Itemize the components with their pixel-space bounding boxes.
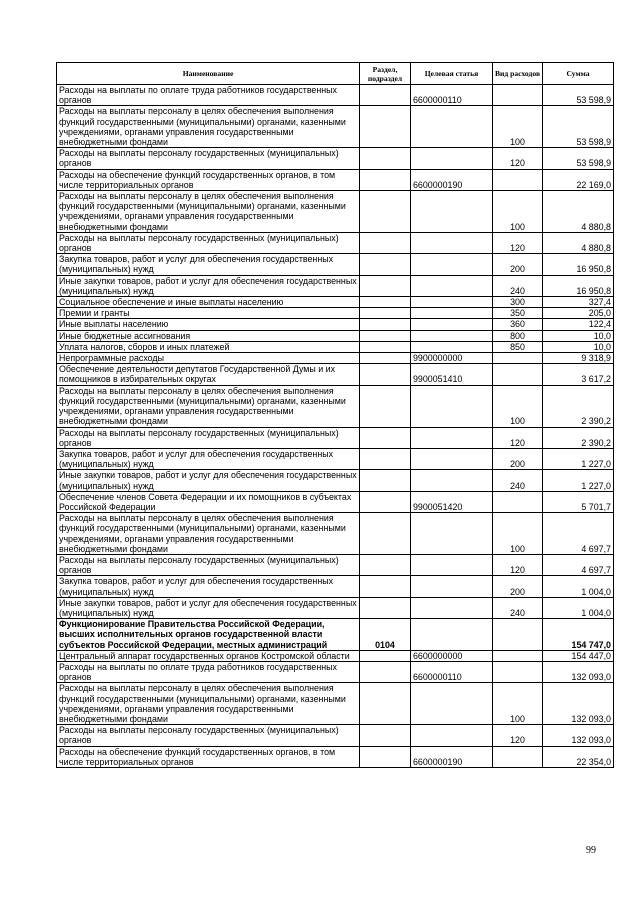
cell-section <box>360 353 411 364</box>
cell-section <box>360 254 411 275</box>
table-row <box>57 650 614 661</box>
cell-section <box>360 597 411 618</box>
cell-target: 6600000000 <box>411 650 493 661</box>
table-row <box>57 353 614 364</box>
cell-target <box>411 191 493 233</box>
cell-expense: 120 <box>493 725 543 746</box>
cell-name: Расходы на выплаты персоналу государственных (муниципальных) органов <box>57 725 360 746</box>
cell-section <box>360 650 411 661</box>
cell-name: Расходы на выплаты персоналу государственных (муниципальных) органов <box>57 554 360 575</box>
cell-expense: 800 <box>493 330 543 341</box>
cell-target <box>411 513 493 555</box>
cell-target: 6600000190 <box>411 746 493 767</box>
cell-target <box>411 232 493 253</box>
cell-target <box>411 308 493 319</box>
cell-expense <box>493 491 543 512</box>
cell-expense: 200 <box>493 448 543 469</box>
cell-amount: 205,0 <box>543 308 614 319</box>
cell-name: Иные выплаты населению <box>57 319 360 330</box>
table-row <box>57 341 614 352</box>
budget-table <box>56 62 614 768</box>
cell-target <box>411 330 493 341</box>
cell-amount: 1 004,0 <box>543 597 614 618</box>
table-row <box>57 661 614 682</box>
cell-name: Закупка товаров, работ и услуг для обеспечения государственных (муниципальных) нужд <box>57 576 360 597</box>
cell-target <box>411 275 493 296</box>
cell-section <box>360 746 411 767</box>
cell-amount: 2 390,2 <box>543 385 614 427</box>
table-row <box>57 448 614 469</box>
cell-amount: 22 169,0 <box>543 169 614 190</box>
table-row <box>57 576 614 597</box>
cell-expense: 100 <box>493 513 543 555</box>
cell-name: Закупка товаров, работ и услуг для обеспечения государственных (муниципальных) нужд <box>57 448 360 469</box>
cell-target <box>411 619 493 651</box>
cell-name: Расходы на выплаты по оплате труда работников государственных органов <box>57 661 360 682</box>
cell-amount: 4 697,7 <box>543 554 614 575</box>
cell-name: Иные закупки товаров, работ и услуг для обеспечения государственных (муниципальных) нужд <box>57 275 360 296</box>
cell-amount: 9 318,9 <box>543 353 614 364</box>
cell-section: 0104 <box>360 619 411 651</box>
cell-section <box>360 341 411 352</box>
cell-name: Иные бюджетные ассигнования <box>57 330 360 341</box>
table-body <box>57 85 614 768</box>
table-row <box>57 148 614 169</box>
cell-section <box>360 554 411 575</box>
cell-target <box>411 683 493 725</box>
cell-amount: 4 880,8 <box>543 232 614 253</box>
cell-amount: 53 598,9 <box>543 85 614 106</box>
cell-expense: 300 <box>493 297 543 308</box>
cell-section <box>360 275 411 296</box>
cell-section <box>360 330 411 341</box>
table-row <box>57 232 614 253</box>
cell-section <box>360 576 411 597</box>
cell-name: Закупка товаров, работ и услуг для обеспечения государственных (муниципальных) нужд <box>57 254 360 275</box>
table-row <box>57 385 614 427</box>
cell-target <box>411 341 493 352</box>
cell-expense <box>493 364 543 385</box>
cell-target: 9900051420 <box>411 491 493 512</box>
cell-amount: 10,0 <box>543 341 614 352</box>
cell-section <box>360 148 411 169</box>
cell-target: 6600000110 <box>411 661 493 682</box>
cell-amount: 10,0 <box>543 330 614 341</box>
table-row <box>57 513 614 555</box>
cell-expense: 850 <box>493 341 543 352</box>
table-row <box>57 597 614 618</box>
cell-section <box>360 191 411 233</box>
cell-amount: 1 004,0 <box>543 576 614 597</box>
cell-name: Расходы на выплаты персоналу в целях обеспечения выполнения функций государственными (муниципальными) органами, казенными учреждениями, органами управления государственными внебюджетными фондами <box>57 683 360 725</box>
cell-expense <box>493 619 543 651</box>
cell-name: Обеспечение деятельности депутатов Государственной Думы и их помощников в избирательных округах <box>57 364 360 385</box>
cell-target <box>411 448 493 469</box>
cell-amount: 1 227,0 <box>543 448 614 469</box>
table-row <box>57 725 614 746</box>
cell-name: Обеспечение членов Совета Федерации и их помощников в субъектах Российской Федерации <box>57 491 360 512</box>
table-header-row <box>57 63 614 85</box>
cell-target <box>411 319 493 330</box>
cell-section <box>360 470 411 491</box>
cell-name: Расходы на выплаты персоналу в целях обеспечения выполнения функций государственными (муниципальными) органами, казенными учреждениями, органами управления государственными внебюджетными фондами <box>57 385 360 427</box>
cell-section <box>360 232 411 253</box>
table-row <box>57 275 614 296</box>
cell-amount: 5 701,7 <box>543 491 614 512</box>
cell-name: Функционирование Правительства Российской Федерации, высших исполнительных органов государственной власти субъектов Российской Федерации, местных администраций <box>57 619 360 651</box>
table-row <box>57 308 614 319</box>
cell-target <box>411 725 493 746</box>
cell-target: 9900000000 <box>411 353 493 364</box>
cell-section <box>360 364 411 385</box>
cell-expense: 100 <box>493 106 543 148</box>
cell-amount: 122,4 <box>543 319 614 330</box>
cell-target <box>411 427 493 448</box>
cell-target <box>411 597 493 618</box>
cell-target <box>411 254 493 275</box>
cell-section <box>360 491 411 512</box>
cell-amount: 16 950,8 <box>543 254 614 275</box>
cell-target <box>411 385 493 427</box>
cell-amount: 53 598,9 <box>543 106 614 148</box>
cell-amount: 132 093,0 <box>543 725 614 746</box>
cell-expense: 350 <box>493 308 543 319</box>
cell-name: Иные закупки товаров, работ и услуг для обеспечения государственных (муниципальных) нужд <box>57 470 360 491</box>
table-row <box>57 85 614 106</box>
cell-amount: 22 354,0 <box>543 746 614 767</box>
header-expense: Вид расходов <box>493 63 543 85</box>
table-row <box>57 254 614 275</box>
cell-section <box>360 169 411 190</box>
cell-amount: 16 950,8 <box>543 275 614 296</box>
cell-name: Уплата налогов, сборов и иных платежей <box>57 341 360 352</box>
table-row <box>57 330 614 341</box>
table-row <box>57 319 614 330</box>
cell-expense: 240 <box>493 470 543 491</box>
table-row <box>57 427 614 448</box>
cell-amount: 53 598,9 <box>543 148 614 169</box>
cell-amount: 4 880,8 <box>543 191 614 233</box>
cell-amount: 154 447,0 <box>543 650 614 661</box>
document-page <box>56 62 613 768</box>
cell-name: Расходы на выплаты персоналу государственных (муниципальных) органов <box>57 148 360 169</box>
cell-expense: 240 <box>493 597 543 618</box>
table-row <box>57 364 614 385</box>
table-row <box>57 191 614 233</box>
cell-amount: 132 093,0 <box>543 683 614 725</box>
cell-name: Центральный аппарат государственных органов Костромской области <box>57 650 360 661</box>
cell-expense: 240 <box>493 275 543 296</box>
cell-amount: 1 227,0 <box>543 470 614 491</box>
cell-expense: 120 <box>493 554 543 575</box>
table-row <box>57 169 614 190</box>
cell-name: Расходы на обеспечение функций государственных органов, в том числе территориальных органов <box>57 169 360 190</box>
table-row <box>57 491 614 512</box>
cell-target <box>411 576 493 597</box>
table-row <box>57 746 614 767</box>
page-number: 99 <box>586 845 596 856</box>
cell-section <box>360 513 411 555</box>
cell-name: Премии и гранты <box>57 308 360 319</box>
table-row <box>57 619 614 651</box>
cell-section <box>360 106 411 148</box>
cell-name: Расходы на выплаты персоналу государственных (муниципальных) органов <box>57 232 360 253</box>
cell-expense: 100 <box>493 683 543 725</box>
cell-expense: 120 <box>493 232 543 253</box>
cell-expense: 360 <box>493 319 543 330</box>
header-target: Целевая статья <box>411 63 493 85</box>
cell-name: Расходы на выплаты по оплате труда работников государственных органов <box>57 85 360 106</box>
cell-amount: 4 697,7 <box>543 513 614 555</box>
cell-target: 9900051410 <box>411 364 493 385</box>
cell-amount: 3 617,2 <box>543 364 614 385</box>
header-section: Раздел, подраздел <box>360 63 411 85</box>
cell-expense <box>493 353 543 364</box>
cell-name: Расходы на выплаты персоналу в целях обеспечения выполнения функций государственными (муниципальными) органами, казенными учреждениями, органами управления государственными внебюджетными фондами <box>57 513 360 555</box>
cell-target <box>411 297 493 308</box>
header-amount: Сумма <box>543 63 614 85</box>
cell-amount: 2 390,2 <box>543 427 614 448</box>
cell-section <box>360 85 411 106</box>
cell-amount: 327,4 <box>543 297 614 308</box>
cell-target <box>411 148 493 169</box>
cell-expense <box>493 746 543 767</box>
cell-section <box>360 319 411 330</box>
cell-expense: 120 <box>493 427 543 448</box>
cell-section <box>360 427 411 448</box>
cell-name: Социальное обеспечение и иные выплаты населению <box>57 297 360 308</box>
cell-expense <box>493 661 543 682</box>
cell-expense: 120 <box>493 148 543 169</box>
table-row <box>57 554 614 575</box>
header-name: Наименование <box>57 63 360 85</box>
cell-expense: 100 <box>493 191 543 233</box>
cell-target: 6600000190 <box>411 169 493 190</box>
cell-expense <box>493 85 543 106</box>
cell-section <box>360 308 411 319</box>
cell-section <box>360 661 411 682</box>
cell-amount: 154 747,0 <box>543 619 614 651</box>
cell-section <box>360 448 411 469</box>
cell-target: 6600000110 <box>411 85 493 106</box>
cell-expense: 200 <box>493 576 543 597</box>
cell-name: Иные закупки товаров, работ и услуг для обеспечения государственных (муниципальных) нужд <box>57 597 360 618</box>
cell-expense: 200 <box>493 254 543 275</box>
table-row <box>57 297 614 308</box>
cell-amount: 132 093,0 <box>543 661 614 682</box>
table-row <box>57 106 614 148</box>
cell-target <box>411 470 493 491</box>
table-row <box>57 683 614 725</box>
table-row <box>57 470 614 491</box>
cell-expense: 100 <box>493 385 543 427</box>
cell-name: Расходы на выплаты персоналу в целях обеспечения выполнения функций государственными (муниципальными) органами, казенными учреждениями, органами управления государственными внебюджетными фондами <box>57 106 360 148</box>
cell-target <box>411 106 493 148</box>
cell-name: Расходы на выплаты персоналу в целях обеспечения выполнения функций государственными (муниципальными) органами, казенными учреждениями, органами управления государственными внебюджетными фондами <box>57 191 360 233</box>
cell-name: Непрограммные расходы <box>57 353 360 364</box>
cell-section <box>360 683 411 725</box>
cell-name: Расходы на обеспечение функций государственных органов, в том числе территориальных органов <box>57 746 360 767</box>
cell-expense <box>493 650 543 661</box>
cell-section <box>360 297 411 308</box>
cell-section <box>360 725 411 746</box>
cell-section <box>360 385 411 427</box>
cell-name: Расходы на выплаты персоналу государственных (муниципальных) органов <box>57 427 360 448</box>
cell-target <box>411 554 493 575</box>
cell-expense <box>493 169 543 190</box>
